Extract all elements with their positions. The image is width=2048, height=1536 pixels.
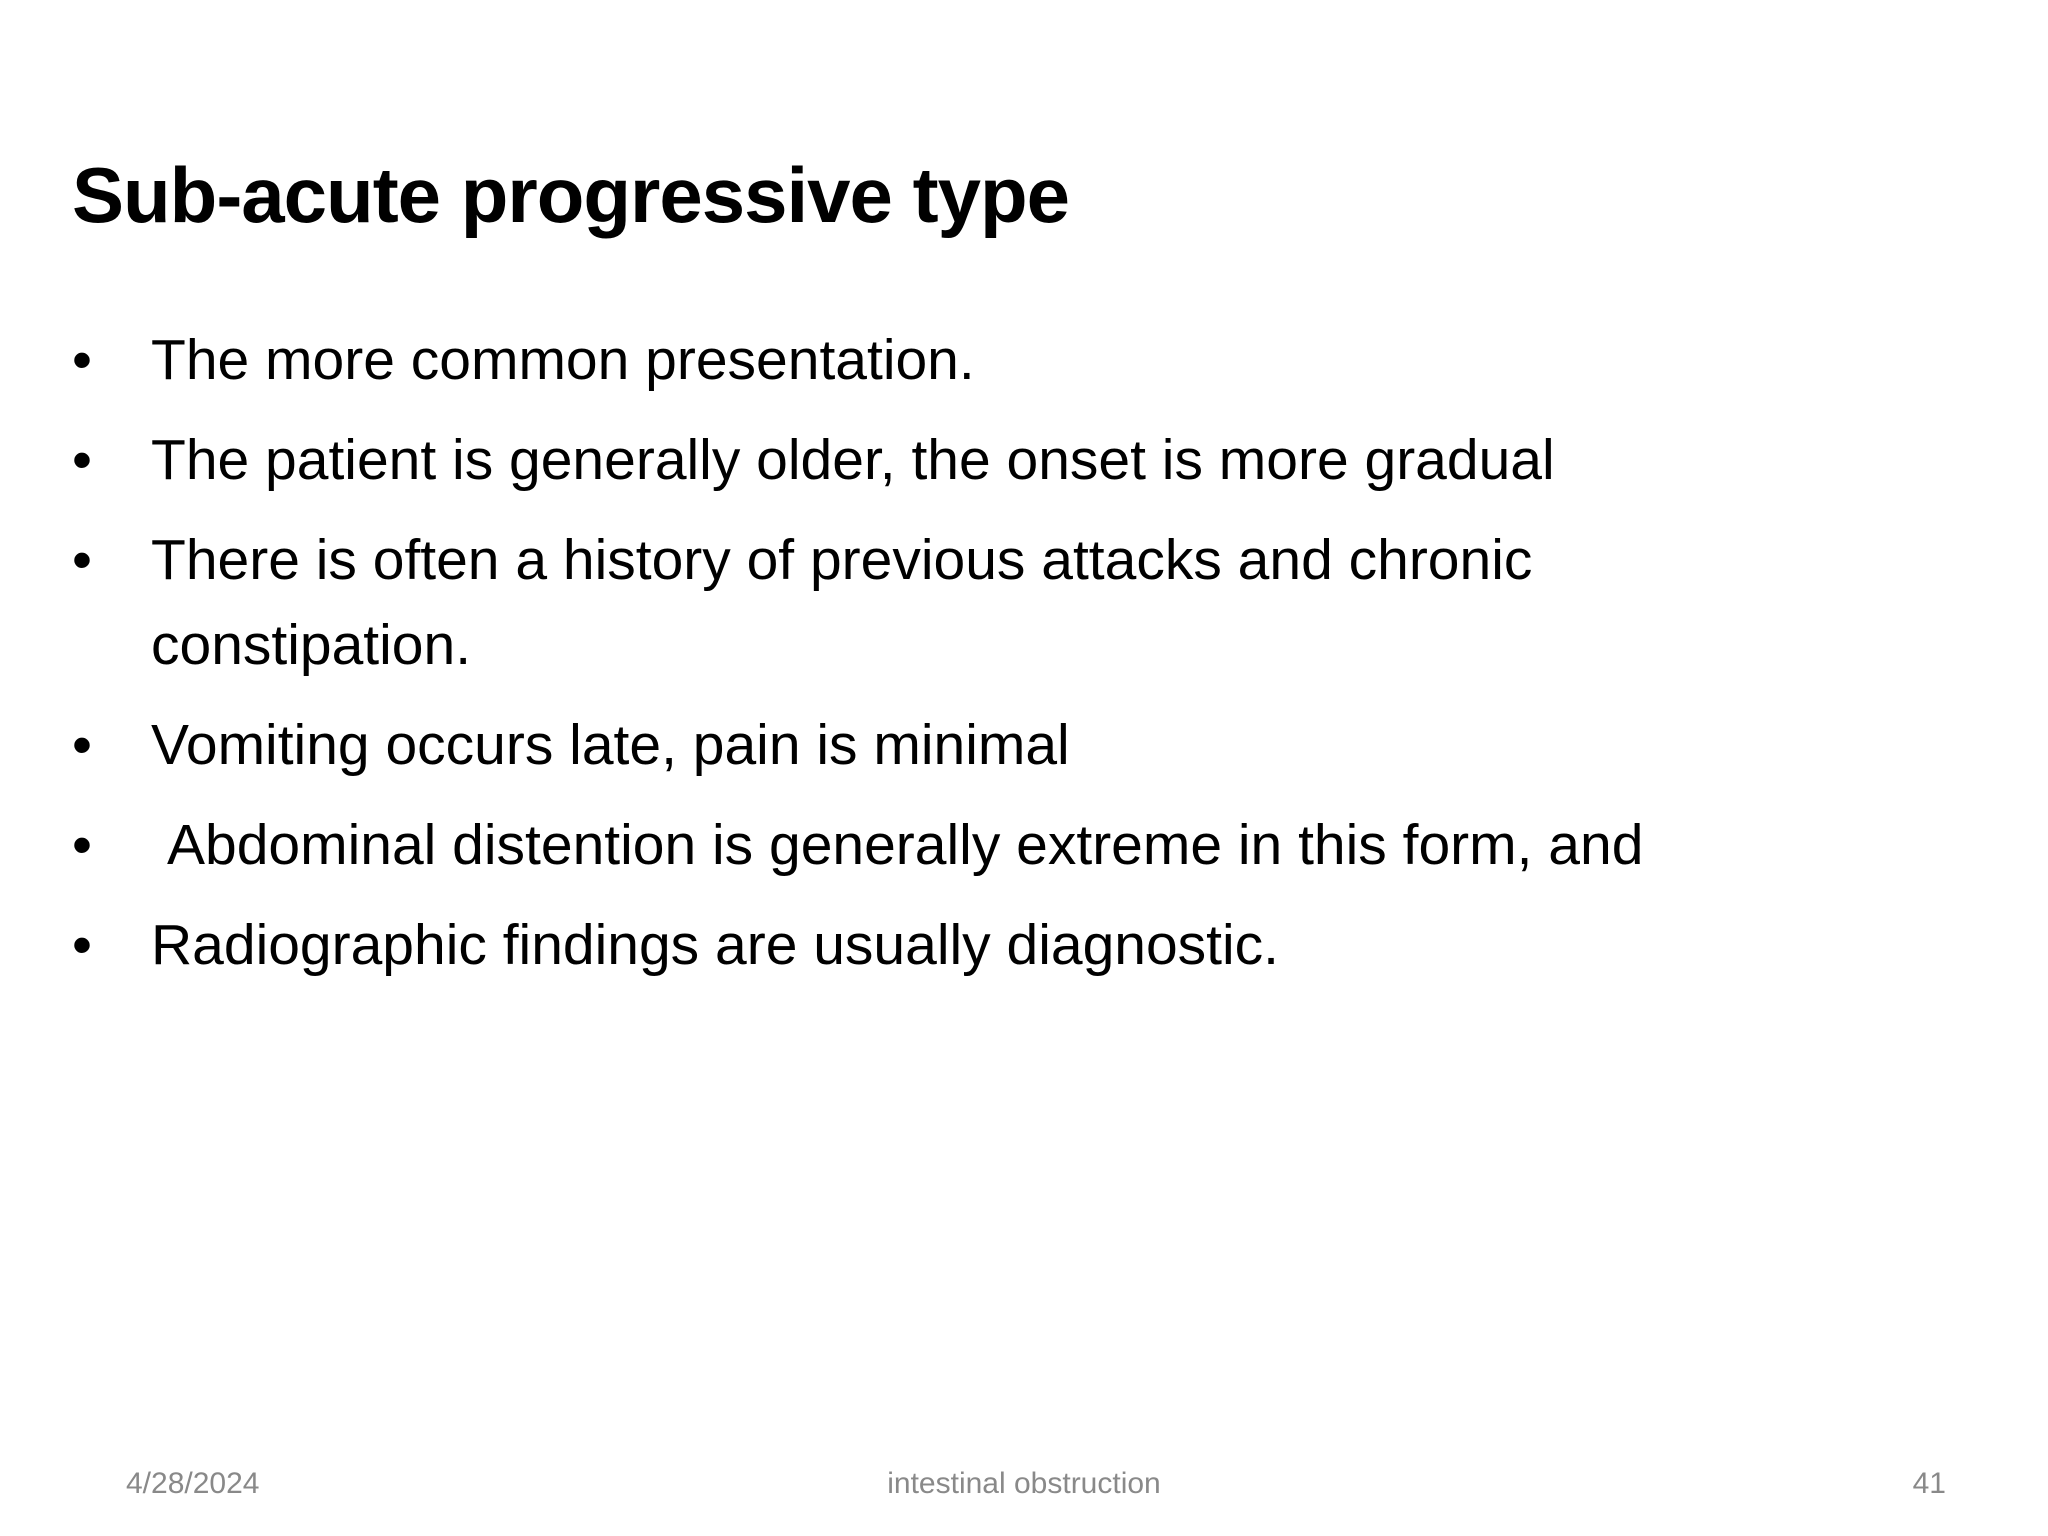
bullet-text: Radiographic findings are usually diagnostic. (151, 913, 1280, 977)
bullet-text: The more common presentation. (151, 328, 975, 392)
list-item (72, 803, 1912, 888)
bullet-text: The patient is generally older, the onset is more gradual (151, 428, 1555, 492)
bullet-list (72, 318, 1912, 1003)
list-item (72, 703, 1912, 788)
list-item (72, 318, 1912, 403)
bullet-icon: • (72, 913, 92, 977)
slide-title: Sub-acute progressive type (72, 151, 1069, 239)
bullet-icon: • (72, 713, 92, 777)
footer-date: 4/28/2024 (126, 1467, 260, 1500)
bullet-icon: • (72, 428, 92, 492)
footer-title: intestinal obstruction (887, 1467, 1161, 1500)
page-number: 41 (1912, 1467, 1946, 1500)
list-item (72, 903, 1912, 988)
list-item (72, 418, 1912, 503)
bullet-icon: • (72, 528, 92, 592)
bullet-text: Abdominal distention is generally extreme in this form, and (167, 813, 1644, 877)
bullet-text: There is often a history of previous attacks and chronic constipation. (151, 528, 1533, 677)
bullet-text: Vomiting occurs late, pain is minimal (151, 713, 1070, 777)
list-item (72, 518, 1912, 688)
bullet-icon: • (72, 328, 92, 392)
bullet-icon: • (72, 813, 92, 877)
